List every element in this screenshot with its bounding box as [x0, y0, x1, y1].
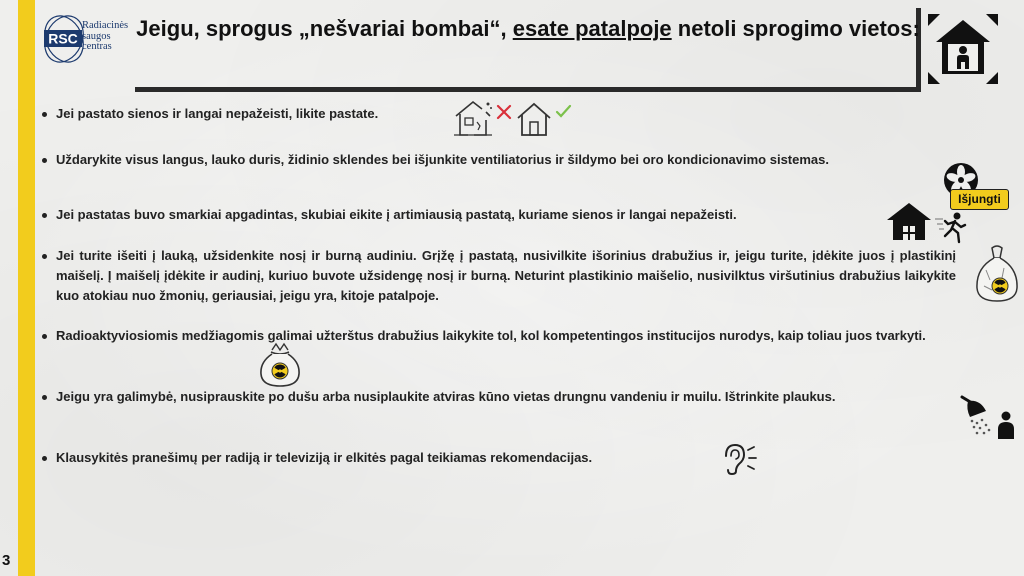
list-item: Jei pastatas buvo smarkiai apgadintas, skubiai eikite į artimiausią pastatą, kuriame sienos ir langai nepažeisti. [38, 205, 898, 225]
run-to-house-icon [885, 200, 967, 245]
rsc-logo-mark-icon [42, 12, 84, 64]
logo-line: Radiacinės [82, 20, 129, 31]
list-item: Jei turite išeiti į lauką, užsidenkite nosį ir burną audiniu. Grįžę į pastatą, nusivilkite išorinius drabužius ir, jeigu turite, įdėkite juos į plastikinį maišelį. Į maišelį įdėkite ir audinį, kuriuo buvote užsidengę nosį ir burną. Neturint plastikinio maišelio, nusivilktus viršutinius drabužius laikykite kuo atokiau nuo žmonių, geriausiai, jeigu yra, kitoje patalpoje. [38, 246, 956, 306]
damaged-house-icon [452, 98, 494, 138]
shower-icon [958, 393, 1020, 441]
page-title [135, 14, 921, 43]
rsc-logo [42, 12, 137, 64]
yellow-side-bar [18, 0, 35, 576]
list-item: Jei pastato sienos ir langai nepažeisti, likite pastate. [38, 104, 956, 124]
switch-off-label: Išjungti [950, 189, 1009, 210]
list-item: Jeigu yra galimybė, nusiprauskite po dušu arba nusiplaukite atviras kūno vietas drungnu vandeniu ir muilu. Ištrinkite plaukus. [38, 387, 956, 407]
logo-line: saugos [82, 30, 111, 42]
person-in-house-icon [926, 12, 1000, 86]
ear-listening-icon [720, 442, 758, 476]
logo-text [82, 21, 128, 53]
red-cross-icon [496, 104, 512, 120]
title-underlined: esate patalpoje [512, 16, 672, 41]
list-item: Klausykitės pranešimų per radiją ir televiziją ir elkitės pagal teikiamas rekomendacijas. [38, 448, 956, 468]
page-number: 3 [2, 552, 11, 569]
logo-line: centras [82, 41, 112, 52]
title-part: Jeigu, sprogus „nešvariai bombai“, [136, 16, 513, 41]
title-box [135, 8, 921, 92]
intact-house-icon [515, 100, 553, 138]
list-item: Radioaktyviosiomis medžiagomis galimai užterštus drabužius laikykite tol, kol kompetentingos institucijos nurodys, kaip toliau juos tvarkyti. [38, 326, 956, 346]
title-part: netoli sprogimo vietos: [671, 16, 920, 41]
radioactive-sack-icon [972, 244, 1022, 304]
list-item: Uždarykite visus langus, lauko duris, židinio sklendes bei išjunkite ventiliatorius ir šildymo bei oro kondicionavimo sistemas. [38, 150, 956, 170]
radioactive-bag-icon [258, 342, 302, 388]
green-check-icon [555, 104, 572, 119]
svg-text:RSC: RSC [48, 30, 78, 47]
